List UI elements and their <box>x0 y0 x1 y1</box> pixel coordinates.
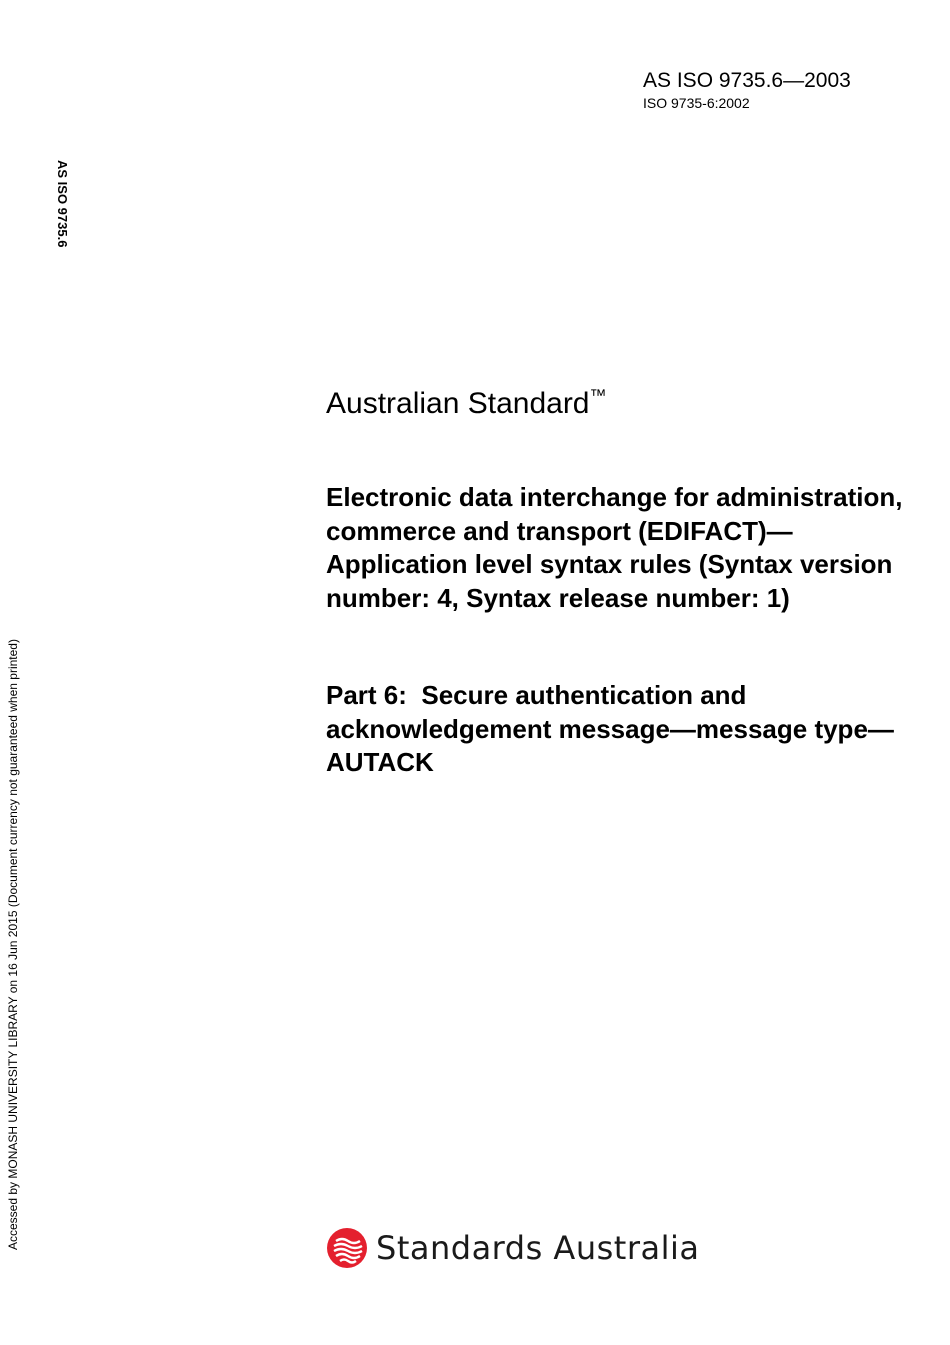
part-title: Part 6: Secure authentication and acknowledgement message—message type—AUTACK <box>326 680 894 777</box>
publisher-name: Standards Australia <box>376 1229 700 1267</box>
standards-australia-emblem-icon <box>326 1227 368 1269</box>
spine-label: AS ISO 9735.6 <box>55 160 70 248</box>
iso-number: ISO 9735-6:2002 <box>643 95 750 111</box>
series-label: Australian Standard <box>326 387 590 420</box>
access-notice: Accessed by MONASH UNIVERSITY LIBRARY on 16 Jun 2015 (Document currency not guaranteed when printed) <box>6 639 20 1250</box>
publisher-logo <box>326 1226 699 1270</box>
document-title: Electronic data interchange for administration, commerce and transport (EDIFACT)—Application level syntax rules (Syntax version number: 4, Syntax release number: 1) <box>326 482 903 613</box>
trademark-symbol: ™ <box>589 386 607 405</box>
standard-number: AS ISO 9735.6—2003 <box>643 69 851 92</box>
spine-label-container <box>54 160 74 260</box>
series-heading <box>326 378 607 422</box>
